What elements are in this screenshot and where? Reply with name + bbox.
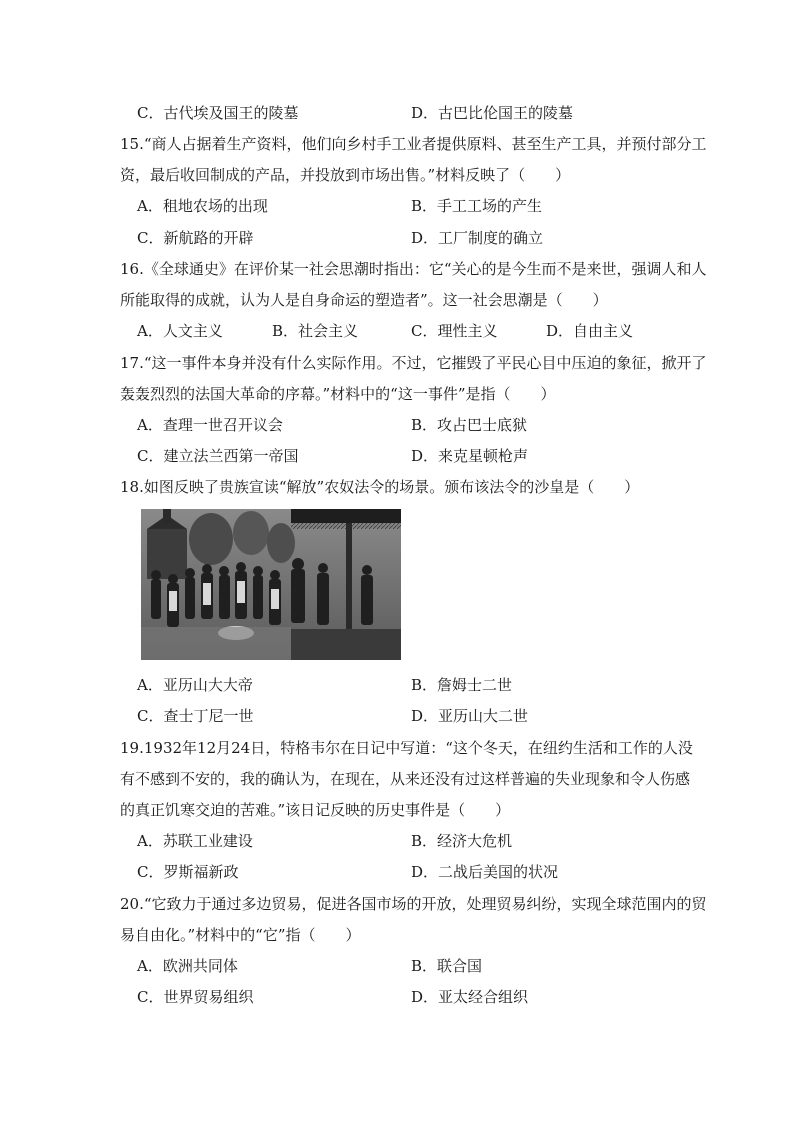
- q15-stem-line-1: 15.“商人占据着生产资料，他们向乡村手工业者提供原料、甚至生产工具，并预付部分工: [120, 135, 707, 153]
- q15-option-c: C．新航路的开辟: [137, 229, 254, 247]
- q19-stem-line-2: 有不感到不安的，我的确认为，在现在，从来还没有过这样普遍的失业现象和令人伤感: [120, 770, 691, 788]
- q19-stem-line-3: 的真正饥寒交迫的苦难。”该日记反映的历史事件是（ ）: [120, 801, 511, 819]
- q16-option-c: C．理性主义: [411, 322, 498, 340]
- q19-stem-line-1: 19.1932年12月24日，特格韦尔在日记中写道：“这个冬天，在纽约生活和工作的人没: [120, 739, 693, 757]
- q19-option-d: D．二战后美国的状况: [411, 863, 559, 881]
- q16-option-b: B．社会主义: [272, 322, 359, 340]
- q20-option-d: D．亚太经合组织: [411, 988, 529, 1006]
- q14-option-c: C．古代埃及国王的陵墓: [137, 104, 299, 122]
- q17-option-b: B．攻占巴士底狱: [411, 416, 528, 434]
- q20-option-c: C．世界贸易组织: [137, 988, 254, 1006]
- q15-stem-line-2: 资，最后收回制成的产品，并投放到市场出售。”材料反映了（ ）: [120, 166, 571, 184]
- q18-option-b: B．詹姆士二世: [411, 676, 513, 694]
- q18-option-c: C．查士丁尼一世: [137, 707, 254, 725]
- q17-option-d: D．来克星顿枪声: [411, 447, 529, 465]
- q20-option-b: B．联合国: [411, 957, 483, 975]
- q19-option-c: C．罗斯福新政: [137, 863, 239, 881]
- serf-emancipation-engraving: [141, 509, 401, 660]
- q19-option-a: A．苏联工业建设: [137, 832, 253, 850]
- q15-option-a: A．租地农场的出现: [137, 197, 268, 215]
- q16-option-d: D．自由主义: [546, 322, 634, 340]
- q17-stem-line-1: 17.“这一事件本身并没有什么实际作用。不过，它摧毁了平民心目中压迫的象征，掀开了: [120, 354, 707, 372]
- q17-stem-line-2: 轰轰烈烈的法国大革命的序幕。”材料中的“这一事件”是指（ ）: [120, 385, 556, 403]
- q16-stem-line-1: 16.《全球通史》在评价某一社会思潮时指出：它“关心的是今生而不是来世，强调人和人: [120, 260, 707, 278]
- q17-option-c: C．建立法兰西第一帝国: [137, 447, 299, 465]
- q19-option-b: B．经济大危机: [411, 832, 513, 850]
- q18-stem-line-1: 18.如图反映了贵族宣读“解放”农奴法令的场景。颁布该法令的沙皇是（ ）: [120, 478, 640, 496]
- q14-option-d: D．古巴比伦国王的陵墓: [411, 104, 574, 122]
- q16-stem-line-2: 所能取得的成就，认为人是自身命运的塑造者”。这一社会思潮是（ ）: [120, 291, 608, 309]
- q16-option-a: A．人文主义: [137, 322, 223, 340]
- q20-stem-line-1: 20.“它致力于通过多边贸易，促进各国市场的开放，处理贸易纠纷，实现全球范围内的贸: [120, 895, 707, 913]
- q18-option-d: D．亚历山大二世: [411, 707, 529, 725]
- q15-option-b: B．手工工场的产生: [411, 197, 543, 215]
- q20-option-a: A．欧洲共同体: [137, 957, 238, 975]
- q18-option-a: A．亚历山大大帝: [137, 676, 253, 694]
- q20-stem-line-2: 易自由化。”材料中的“它”指（ ）: [120, 926, 361, 944]
- q17-option-a: A．查理一世召开议会: [137, 416, 283, 434]
- q15-option-d: D．工厂制度的确立: [411, 229, 544, 247]
